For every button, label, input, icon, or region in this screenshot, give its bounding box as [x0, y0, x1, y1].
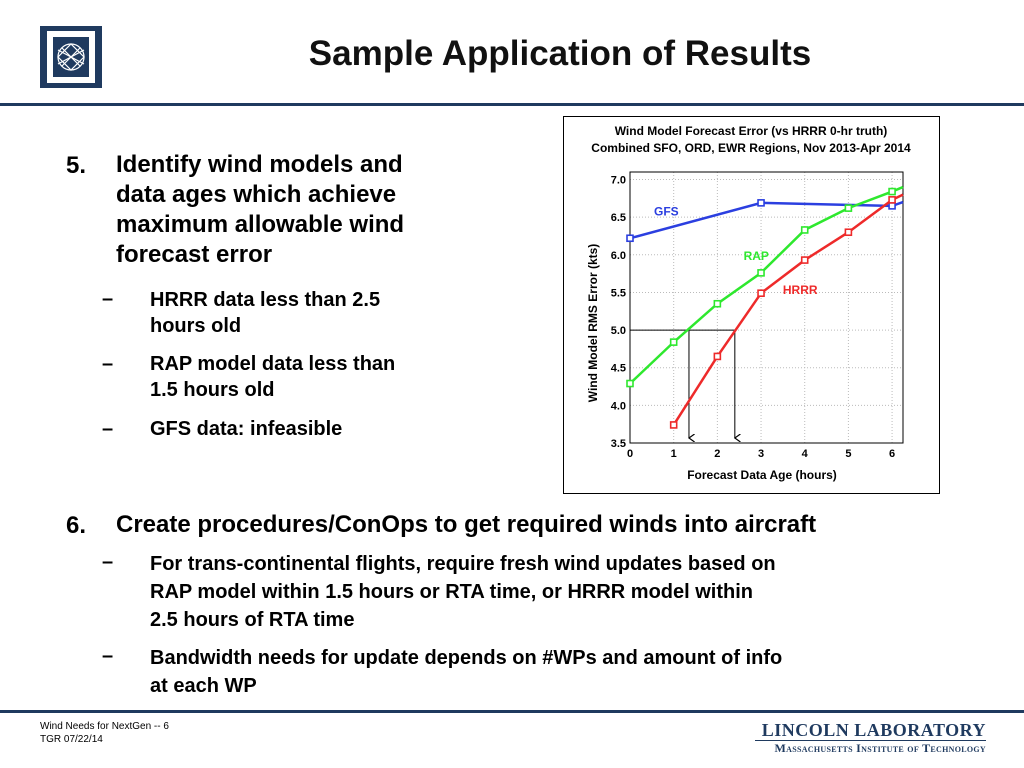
- y-tick-label: 6.5: [610, 212, 626, 225]
- sub-dash: –: [102, 418, 114, 440]
- hrrr-marker: [802, 257, 808, 263]
- sub-line: RAP model data less than: [150, 353, 396, 375]
- y-tick-label: 4.5: [610, 362, 626, 375]
- hrrr-marker: [758, 290, 764, 296]
- slide-title: Sample Application of Results: [308, 34, 812, 73]
- gfs-marker: [627, 235, 633, 241]
- item-5-text: [116, 150, 556, 270]
- rap-marker: [627, 381, 633, 387]
- header-divider: [0, 103, 1024, 106]
- rap-marker: [758, 270, 764, 276]
- rap-marker: [889, 189, 895, 195]
- hrrr-marker: [889, 197, 895, 203]
- sub-line: 2.5 hours of RTA time: [150, 609, 355, 631]
- item-5-line: forecast error: [116, 241, 273, 268]
- hrrr-marker: [671, 422, 677, 428]
- sub-line: Bandwidth needs for update depends on #WPs and amount of info: [150, 647, 783, 669]
- rap-marker: [671, 339, 677, 345]
- hrrr-line: [674, 195, 903, 425]
- footer-slide-ref: Wind Needs for NextGen -- 6: [40, 721, 169, 732]
- item-5-line: data ages which achieve: [116, 181, 397, 208]
- sub-line: RAP model within 1.5 hours or RTA time, or HRRR model within: [150, 581, 753, 603]
- sub-line: For trans-continental flights, require fresh wind updates based on: [150, 553, 776, 575]
- y-tick-label: 6.0: [610, 249, 626, 262]
- chart-series: [627, 187, 903, 428]
- gfs-series-label: GFS: [654, 204, 679, 219]
- hrrr-series-label: HRRR: [782, 282, 818, 297]
- sub-line: HRRR data less than 2.5: [150, 289, 381, 311]
- mit-ll-logo: [40, 26, 102, 88]
- x-tick-label: 5: [845, 448, 852, 460]
- rap-series-label: RAP: [743, 249, 769, 264]
- sub-line: at each WP: [150, 675, 257, 697]
- footer-left: [40, 720, 169, 746]
- item-5-sub-3: [150, 416, 550, 442]
- y-tick-label: 5.0: [610, 325, 626, 338]
- chart-panel: [563, 116, 940, 494]
- x-tick-label: 0: [626, 448, 634, 460]
- footer-divider: [0, 710, 1024, 713]
- item-5-line: Identify wind models and: [116, 151, 403, 178]
- x-tick-label: 6: [889, 448, 896, 460]
- forecast-error-chart: [564, 117, 939, 493]
- y-axis-label: Wind Model RMS Error (kts): [586, 243, 600, 403]
- x-axis-label: Forecast Data Age (hours): [687, 468, 837, 482]
- x-tick-label: 2: [714, 448, 721, 460]
- rap-marker: [714, 301, 720, 307]
- item-6-number: 6.: [66, 512, 87, 539]
- rap-marker: [845, 205, 851, 211]
- footer-date: TGR 07/22/14: [40, 734, 103, 745]
- org-name: LINCOLN LABORATORY: [761, 720, 986, 740]
- item-5-sub-1: [150, 287, 550, 339]
- gfs-marker: [889, 203, 895, 209]
- y-tick-label: 5.5: [610, 287, 626, 300]
- sub-dash: –: [102, 288, 114, 310]
- item-5-line: maximum allowable wind: [116, 211, 405, 238]
- hrrr-marker: [845, 229, 851, 235]
- item-6-sub-2: [150, 644, 990, 700]
- item-5-number: 5.: [66, 152, 87, 179]
- sub-line: hours old: [150, 315, 242, 337]
- y-tick-label: 4.0: [610, 400, 626, 413]
- y-tick-label: 7.0: [610, 174, 626, 187]
- x-tick-label: 3: [757, 448, 765, 460]
- item-5-sub-2: [150, 351, 550, 403]
- threshold-lines: [630, 330, 735, 438]
- hrrr-marker: [714, 353, 720, 359]
- item-6-line: Create procedures/ConOps to get required winds into aircraft: [116, 511, 817, 538]
- sub-dash: –: [102, 645, 114, 667]
- org-affiliation: Massachusetts Institute of Technology: [774, 741, 986, 755]
- sub-dash: –: [102, 551, 114, 573]
- chart-title-line-1: Wind Model Forecast Error (vs HRRR 0-hr truth): [614, 124, 888, 138]
- x-tick-label: 4: [801, 448, 808, 460]
- sub-line: GFS data: infeasible: [150, 418, 343, 440]
- x-tick-label: 1: [670, 448, 677, 460]
- sub-line: 1.5 hours old: [150, 379, 275, 401]
- item-6-text: [116, 510, 996, 540]
- gfs-marker: [758, 200, 764, 206]
- rap-marker: [802, 227, 808, 233]
- item-6-sub-1: [150, 550, 990, 634]
- chart-title-line-2: Combined SFO, ORD, EWR Regions, Nov 2013-Apr 2014: [591, 141, 911, 155]
- y-tick-label: 3.5: [610, 438, 626, 450]
- sub-dash: –: [102, 353, 114, 375]
